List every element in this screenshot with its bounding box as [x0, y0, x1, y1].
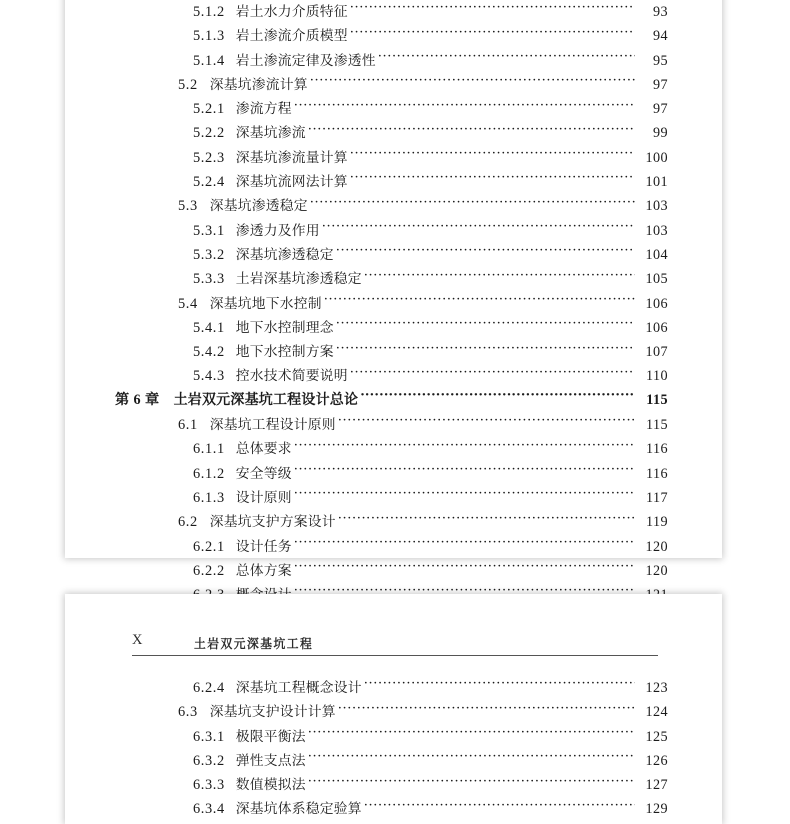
- toc-entry-page-number: 129: [645, 801, 668, 818]
- toc-entry-number: 5.2: [178, 76, 198, 93]
- toc-entry[interactable]: [65, 292, 722, 316]
- toc-entry-title: 岩土渗流定律及渗透性: [235, 52, 376, 69]
- toc-dot-leader: [294, 99, 635, 113]
- toc-entry-number: 5.3.3: [193, 271, 225, 288]
- toc-entry-page-number: 97: [653, 76, 668, 93]
- toc-entry-number: 5.4.1: [193, 319, 225, 336]
- toc-entry-number: 6.2.4: [193, 680, 225, 696]
- toc-entry-number: 5.2.4: [193, 174, 225, 191]
- toc-entry-title: 深基坑渗透稳定: [209, 198, 308, 215]
- toc-entry[interactable]: [65, 486, 722, 510]
- toc-dot-leader: [338, 512, 635, 526]
- toc-entry-page-number: 127: [645, 777, 668, 794]
- toc-entry-number: 6.3: [178, 704, 198, 721]
- toc-entry-title: 深基坑地下水控制: [209, 295, 322, 312]
- toc-entry[interactable]: [65, 676, 722, 700]
- toc-dot-leader: [294, 488, 635, 502]
- toc-entry-page-number: 99: [653, 125, 668, 142]
- toc-entry-page-number: 110: [646, 368, 668, 385]
- toc-dot-leader: [350, 26, 635, 40]
- toc-entry[interactable]: [65, 340, 722, 364]
- toc-dot-leader: [294, 560, 635, 574]
- running-header: [132, 632, 722, 658]
- toc-entry-title: 深基坑工程概念设计: [235, 680, 362, 696]
- toc-entry-number: 6.3.4: [193, 801, 225, 818]
- toc-entry-page-number: 116: [646, 441, 668, 458]
- toc-entry[interactable]: [65, 413, 722, 437]
- toc-dot-leader: [338, 415, 635, 429]
- toc-dot-leader: [364, 678, 635, 692]
- toc-entry-page-number: 101: [645, 174, 668, 191]
- toc-entry[interactable]: [65, 97, 722, 121]
- toc-dot-leader: [322, 220, 635, 234]
- toc-entry-number: 6.1: [178, 417, 198, 434]
- toc-entry-page-number: 115: [646, 391, 668, 408]
- toc-entry[interactable]: [65, 389, 722, 413]
- toc-entry-title: 深基坑支护方案设计: [209, 514, 336, 531]
- toc-entry-number: 5.3.2: [193, 246, 225, 263]
- toc-dot-leader: [308, 751, 635, 765]
- toc-entry-number: 5.4: [178, 295, 198, 312]
- toc-entry-title: 渗流方程: [235, 101, 292, 118]
- toc-entry-title: 设计任务: [235, 538, 292, 555]
- toc-entry-title: 深基坑渗流计算: [209, 76, 308, 93]
- toc-dot-leader: [360, 389, 635, 403]
- toc-entry[interactable]: [65, 0, 722, 24]
- toc-dot-leader: [350, 147, 635, 161]
- toc-entry[interactable]: [65, 510, 722, 534]
- page-1-content: [65, 0, 722, 579]
- toc-entry[interactable]: [65, 24, 722, 48]
- toc-entry[interactable]: [65, 73, 722, 97]
- toc-entry[interactable]: [65, 725, 722, 749]
- toc-entry-page-number: 120: [645, 538, 668, 555]
- toc-entry-number: 6.2.2: [193, 562, 225, 579]
- toc-entry-number: 第 6 章: [115, 391, 160, 408]
- toc-entry[interactable]: [65, 267, 722, 291]
- toc-list-page-1: [65, 0, 722, 607]
- toc-entry-title: 土岩深基坑渗透稳定: [235, 271, 362, 288]
- toc-entry[interactable]: [65, 243, 722, 267]
- toc-entry[interactable]: [65, 797, 722, 821]
- toc-entry[interactable]: [65, 535, 722, 559]
- toc-dot-leader: [294, 439, 635, 453]
- toc-entry-title: 弹性支点法: [235, 752, 306, 769]
- toc-entry-page-number: 117: [646, 489, 668, 506]
- toc-entry-number: 6.2: [178, 514, 198, 531]
- toc-entry-number: 6.1.2: [193, 465, 225, 482]
- toc-entry[interactable]: [65, 749, 722, 773]
- toc-dot-leader: [308, 775, 635, 789]
- toc-entry[interactable]: [65, 121, 722, 145]
- toc-entry-page-number: 95: [653, 52, 668, 69]
- toc-entry-page-number: 106: [645, 319, 668, 336]
- toc-entry[interactable]: [65, 437, 722, 461]
- toc-entry[interactable]: [65, 49, 722, 73]
- toc-entry[interactable]: [65, 219, 722, 243]
- toc-entry-page-number: 120: [645, 562, 668, 579]
- toc-entry-title: 深基坑支护设计计算: [209, 704, 336, 721]
- toc-entry-title: 深基坑渗流: [235, 125, 306, 142]
- page-folio-number: X: [132, 632, 143, 648]
- toc-entry-page-number: 105: [645, 271, 668, 288]
- toc-entry-page-number: 124: [645, 704, 668, 721]
- toc-dot-leader: [378, 50, 635, 64]
- toc-dot-leader: [310, 196, 635, 210]
- toc-entry-title: 设计原则: [235, 489, 292, 506]
- toc-entry-title: 岩土渗流介质模型: [235, 28, 348, 45]
- toc-dot-leader: [364, 799, 635, 813]
- toc-list-page-2: [65, 676, 722, 822]
- toc-entry-number: 5.1.3: [193, 28, 225, 45]
- toc-entry-page-number: 126: [645, 752, 668, 769]
- toc-dot-leader: [336, 245, 635, 259]
- toc-entry-title: 地下水控制方案: [235, 344, 334, 361]
- toc-entry-title: 深基坑工程设计原则: [209, 417, 336, 434]
- toc-entry-page-number: 123: [645, 680, 668, 696]
- toc-dot-leader: [294, 536, 635, 550]
- toc-entry-title: 深基坑体系稳定验算: [235, 801, 362, 818]
- toc-entry[interactable]: [65, 700, 722, 724]
- toc-entry-number: 5.4.3: [193, 368, 225, 385]
- toc-dot-leader: [308, 123, 635, 137]
- toc-entry-number: 5.1.4: [193, 52, 225, 69]
- toc-entry[interactable]: [65, 364, 722, 388]
- toc-entry-number: 5.1.2: [193, 4, 225, 20]
- toc-entry-number: 6.3.2: [193, 752, 225, 769]
- toc-dot-leader: [294, 463, 635, 477]
- toc-entry-title: 深基坑流网法计算: [235, 174, 348, 191]
- toc-dot-leader: [336, 317, 635, 331]
- toc-dot-leader: [364, 269, 635, 283]
- toc-entry-page-number: 107: [645, 344, 668, 361]
- toc-entry-page-number: 94: [653, 28, 668, 45]
- toc-entry[interactable]: [65, 170, 722, 194]
- toc-entry-title: 总体方案: [235, 562, 292, 579]
- toc-entry-title: 极限平衡法: [235, 728, 306, 745]
- toc-entry-number: 5.3.1: [193, 222, 225, 239]
- toc-entry[interactable]: [65, 559, 722, 583]
- toc-entry-number: 6.3.1: [193, 728, 225, 745]
- toc-entry-number: 5.2.1: [193, 101, 225, 118]
- toc-dot-leader: [324, 293, 635, 307]
- toc-entry-number: 6.3.3: [193, 777, 225, 794]
- toc-entry-page-number: 115: [646, 417, 668, 434]
- toc-entry-page-number: 100: [645, 149, 668, 166]
- toc-entry-page-number: 116: [646, 465, 668, 482]
- toc-entry-title: 总体要求: [235, 441, 292, 458]
- toc-dot-leader: [336, 342, 635, 356]
- toc-entry-number: 6.1.1: [193, 441, 225, 458]
- toc-entry-page-number: 103: [645, 198, 668, 215]
- toc-entry[interactable]: [65, 462, 722, 486]
- toc-entry[interactable]: [65, 146, 722, 170]
- toc-entry-page-number: 119: [646, 514, 668, 531]
- toc-page-1: [65, 0, 722, 579]
- running-header-book-title: 土岩双元深基坑工程: [194, 636, 314, 651]
- toc-entry-title: 深基坑渗透稳定: [235, 246, 334, 263]
- toc-dot-leader: [308, 726, 635, 740]
- toc-entry-page-number: 97: [653, 101, 668, 118]
- toc-entry-number: 5.2.3: [193, 149, 225, 166]
- toc-entry-number: 6.2.1: [193, 538, 225, 555]
- toc-entry-title: 岩土水力介质特征: [235, 4, 348, 20]
- toc-entry-title: 地下水控制理念: [235, 319, 334, 336]
- toc-entry-title: 控水技术简要说明: [235, 368, 348, 385]
- header-rule-divider: [132, 655, 658, 656]
- toc-entry-title: 数值模拟法: [235, 777, 306, 794]
- toc-entry-title: 安全等级: [235, 465, 292, 482]
- toc-entry-number: 6.1.3: [193, 489, 225, 506]
- toc-entry[interactable]: [65, 773, 722, 797]
- toc-entry-number: 5.4.2: [193, 344, 225, 361]
- toc-dot-leader: [350, 2, 635, 16]
- toc-entry-page-number: 103: [645, 222, 668, 239]
- toc-entry-page-number: 93: [653, 4, 668, 20]
- toc-entry-page-number: 125: [645, 728, 668, 745]
- toc-entry-title: 渗透力及作用: [235, 222, 320, 239]
- toc-dot-leader: [350, 172, 635, 186]
- toc-entry-number: 5.2.2: [193, 125, 225, 142]
- toc-entry-title: 深基坑渗流量计算: [235, 149, 348, 166]
- toc-dot-leader: [338, 702, 635, 716]
- toc-dot-leader: [310, 75, 635, 89]
- toc-dot-leader: [350, 366, 635, 380]
- toc-entry-title: 土岩双元深基坑工程设计总论: [173, 391, 359, 408]
- toc-entry[interactable]: [65, 316, 722, 340]
- toc-entry[interactable]: [65, 194, 722, 218]
- toc-entry-page-number: 106: [645, 295, 668, 312]
- toc-entry-page-number: 104: [645, 246, 668, 263]
- toc-entry-number: 5.3: [178, 198, 198, 215]
